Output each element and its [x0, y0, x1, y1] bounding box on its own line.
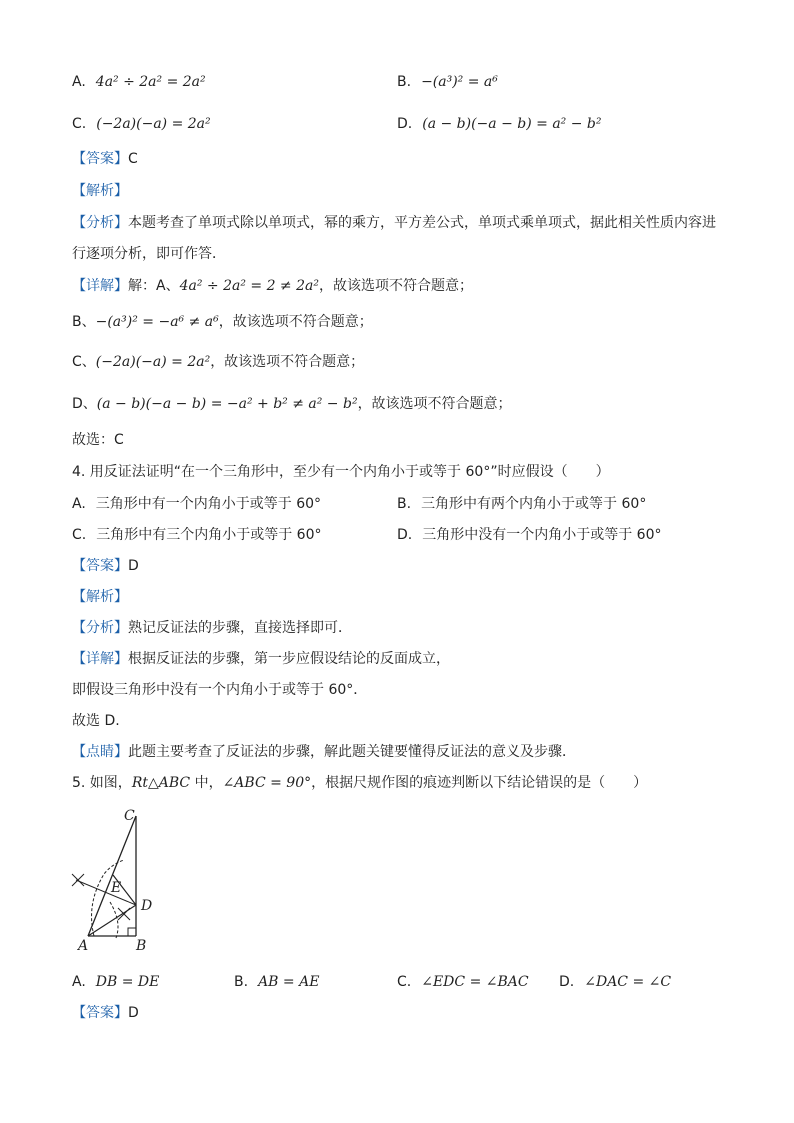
label-d: D	[141, 898, 153, 914]
q5-stem: 5. 如图，Rt△ABC 中，∠ABC = 90°，根据尺规作图的痕迹判断以下结论错误的是（ ）	[72, 775, 648, 791]
q4-analysis-label: 【解析】	[72, 589, 128, 605]
q3-detail-b: B、−(a³)² = −a⁶ ≠ a⁶，故该选项不符合题意；	[72, 314, 373, 330]
label-a: A	[78, 938, 89, 954]
q3-option-a: A. 4a² ÷ 2a² = 2a²	[72, 74, 206, 90]
q4-detail2: 即假设三角形中没有一个内角小于或等于 60°．	[72, 682, 368, 698]
q5-option-a: A. DB = DE	[72, 974, 160, 990]
q5-option-c: C. ∠EDC = ∠BAC	[397, 974, 529, 990]
arc-cross-mark-left	[72, 874, 84, 886]
q3-detail-c: C、(−2a)(−a) = 2a²，故该选项不符合题意；	[72, 354, 365, 370]
q4-fenxi: 【分析】熟记反证法的步骤，直接选择即可．	[72, 620, 352, 636]
q4-option-a: A. 三角形中有一个内角小于或等于 60°	[72, 496, 322, 512]
q3-fenxi-line2: 行逐项分析，即可作答．	[72, 246, 226, 262]
q4-detail1: 【详解】根据反证法的步骤，第一步应假设结论的反面成立，	[72, 651, 450, 667]
label-b: B	[136, 938, 147, 954]
q3-option-d: D. (a − b)(−a − b) = a² − b²	[397, 116, 602, 132]
q3-fenxi-line1: 【分析】本题考查了单项式除以单项式，幂的乘方，平方差公式，单项式乘单项式，据此相关性质内容进	[72, 215, 716, 231]
q5-option-b: B. AB = AE	[234, 974, 320, 990]
side-ac	[88, 816, 136, 936]
q3-option-c: C. (−2a)(−a) = 2a²	[72, 116, 211, 132]
q3-answer: 【答案】C	[72, 151, 138, 167]
q3-option-b: B. −(a³)² = a⁶	[397, 74, 498, 90]
q4-option-b: B. 三角形中有两个内角小于或等于 60°	[397, 496, 647, 512]
triangle-figure	[64, 804, 174, 954]
q4-answer: 【答案】D	[72, 558, 139, 574]
q4-option-c: C. 三角形中有三个内角小于或等于 60°	[72, 527, 322, 543]
q3-detail-d: D、(a − b)(−a − b) = −a² + b² ≠ a² − b²，故该选项不符合题意；	[72, 396, 512, 412]
q4-comment: 【点睛】此题主要考查了反证法的步骤，解此题关键要懂得反证法的意义及步骤．	[72, 744, 576, 760]
q3-detail-a: 【详解】解：A、4a² ÷ 2a² = 2 ≠ 2a²，故该选项不符合题意；	[72, 278, 473, 294]
q3-choose: 故选：C	[72, 432, 124, 448]
q5-answer: 【答案】D	[72, 1005, 139, 1021]
q4-choose: 故选 D.	[72, 713, 120, 729]
arc-cross-mark-right	[118, 908, 130, 920]
label-e: E	[111, 880, 122, 896]
q4-option-d: D. 三角形中没有一个内角小于或等于 60°	[397, 527, 662, 543]
q3-analysis-label: 【解析】	[72, 183, 128, 199]
dashed-arc-bottom	[110, 902, 118, 938]
label-c: C	[124, 808, 135, 824]
q4-stem: 4. 用反证法证明“在一个三角形中，至少有一个内角小于或等于 60°”时应假设（ ）	[72, 464, 610, 480]
right-angle-mark	[128, 928, 136, 936]
q5-option-d: D. ∠DAC = ∠C	[559, 974, 672, 990]
